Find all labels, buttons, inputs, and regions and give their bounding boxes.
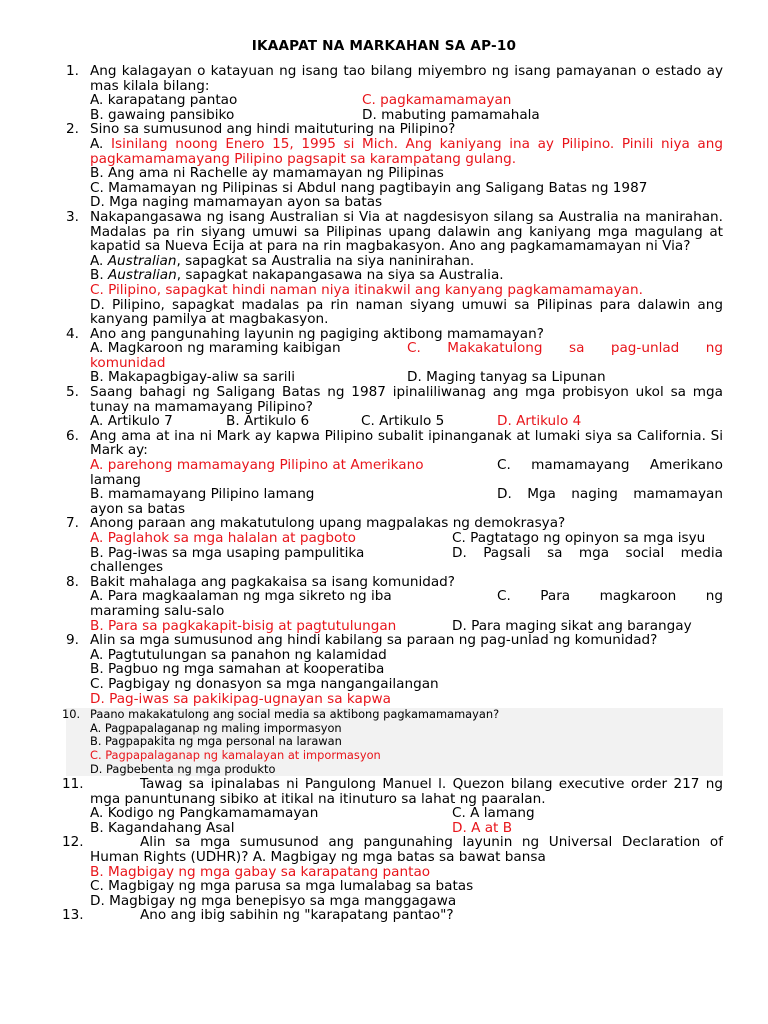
question-number: 4. [66,325,79,342]
option-a-answer: A. Paglahok sa mga halalan at pagboto [90,530,356,546]
option-a-answer: A. parehong mamamayang Pilipino at Amerikano [90,457,424,474]
option-b: B. Australian, sapagkat nakapangasawa na siya sa Australia. [90,267,504,284]
question-number: 12. [62,834,84,851]
question-stem: Sino sa sumusunod ang hindi maituturing na Pilipino? [90,121,456,138]
option-a: A. Pagtutulungan sa panahon ng kalamidad [90,646,387,663]
option-a: A. Magkaroon ng maraming kaibigan [90,340,341,357]
question-number: 11. [62,776,84,793]
question-number: 9. [66,632,79,649]
option-d: D. Mga naging mamamayan ayon sa batas [90,194,383,211]
question-8 [66,575,723,633]
question-stem: Ang kalagayan o katayuan ng isang tao bilang miyembro ng isang pamayanan o estado ay mas kilala bilang: [90,63,723,94]
option-d: D. Magbigay ng mga benepisyo sa mga manggagawa [90,892,457,909]
option-c-cont: maraming salu-salo [90,602,225,619]
question-number: 1. [66,63,79,79]
question-stem: Anong paraan ang makatutulong upang magpalakas ng demokrasya? [90,515,566,532]
page-title: IKAAPAT NA MARKAHAN SA AP-10 [251,38,517,54]
question-3 [66,210,723,327]
question-stem: Ano ang ibig sabihin ng "karapatang pantao"? [140,907,454,924]
option-b: B. mamamayang Pilipino lamang [90,486,315,503]
option-d: D. mabuting pamamahala [362,106,540,123]
option-c: C. Pagbigay ng donasyon sa mga nangangailangan [90,675,439,692]
option-d-cont: ayon sa batas [90,500,186,517]
option-b: B. Pag-iwas sa mga usaping pampulitika [90,544,365,561]
option-d-answer: D. A at B [452,819,513,836]
question-list [62,63,724,924]
question-11 [62,776,723,836]
option-b: B. Makapagbigay-aliw sa sarili [90,369,296,386]
question-stem: Paano makakatulong ang social media sa aktibong pagkamamamayan? [90,707,500,722]
option-b: B. Kagandahang Asal [90,819,235,836]
question-10 [62,707,723,776]
option-b-answer: B. Para sa pagkakapit-bisig at pagtutulungan [90,617,397,634]
question-12 [62,834,723,909]
question-number: 8. [66,573,79,590]
option-c-answer: C. Pilipino, sapagkat hindi naman niya itinakwil ang kanyang pagkamamamayan. [90,281,643,298]
question-4 [66,327,723,385]
question-13 [62,907,723,924]
question-stem: Ang ama at ina ni Mark ay kapwa Pilipino subalit ipinanganak at lumaki siya sa California. Si Mark ay: [90,427,723,459]
option-d: D. Pilipino, sapagkat madalas pa rin naman siyang umuwi sa Pilipinas para dalawin ang kanyang pamilya at magbakasyon. [90,296,723,328]
question-9 [66,633,723,706]
question-7 [66,516,723,574]
question-2 [66,122,723,210]
option-b: B. Pagpapakita ng mga personal na larawan [90,734,342,749]
question-stem: Bakit mahalaga ang pagkakaisa sa isang komunidad? [90,573,456,590]
option-c-answer: C. Makakatulong sa pag-unlad ng [407,340,723,357]
question-stem: Saang bahagi ng Saligang Batas ng 1987 ipinaliliwanag ang mga probisyon ukol sa mga tunay na mamamayang Pilipino? [90,384,723,415]
question-stem: Nakapangasawa ng isang Australian si Via at nagdesisyon silang sa Australia na manirahan. Madalas pa rin siyang umuwi sa Pilipinas upang dalawin ang kaniyang mga magulang at kapatid sa Nueva Ecija at para na rin magbakasyon. Ano ang pagkamamamayan ni Via? [90,208,723,255]
question-number: 7. [66,515,79,532]
option-d-answer: D. Pag-iwas sa pakikipag-ugnayan sa kapwa [90,690,391,707]
option-a: A. Australian, sapagkat sa Australia na siya naninirahan. [90,252,475,269]
question-stem: Alin sa mga sumusunod ang pangunahing layunin ng Universal Declaration of Human Rights (UDHR)? A. Magbigay ng mga batas sa bawat bansa [90,834,723,866]
option-b: B. Ang ama ni Rachelle ay mamamayan ng Pilipinas [90,165,444,182]
option-c-cont: lamang [90,471,141,488]
option-d-answer: D. Artikulo 4 [497,413,582,430]
option-c-answer-cont: komunidad [90,354,166,371]
option-a: A. Pagpapalaganap ng maling impormasyon [90,720,342,735]
option-a: A. karapatang pantao [90,92,238,109]
option-a: A. Para magkaalaman ng mga sikreto ng iba [90,588,392,605]
option-d: D. Pagbebenta ng mga produkto [90,761,276,776]
option-a-prefix: A. [90,135,111,152]
question-number: 2. [66,121,79,138]
option-b: B. Pagbuo ng mga samahan at kooperatiba [90,661,385,678]
option-c: C. Pagtatago ng opinyon sa mga isyu [452,530,706,546]
option-b: B. Artikulo 6 [226,413,310,430]
option-c: C. A lamang [452,805,535,822]
question-number: 3. [66,208,79,225]
question-1 [66,64,723,122]
option-b-answer: B. Magbigay ng mga gabay sa karapatang pantao [90,863,431,880]
question-6 [66,429,723,517]
question-5 [66,385,723,429]
question-stem: Tawag sa ipinalabas ni Pangulong Manuel l. Quezon bilang executive order 217 ng mga panuntunang sibiko at itikal na itinuturo sa lahat ng paaralan. [90,776,723,807]
option-a: A. Artikulo 7 [90,413,173,430]
option-c: C. Artikulo 5 [361,413,445,430]
option-a: A. Kodigo ng Pangkamamamayan [90,805,319,822]
option-d: D. Maging tanyag sa Lipunan [407,369,606,386]
question-number: 6. [66,427,79,444]
option-c: C. Magbigay ng mga parusa sa mga lumalabag sa batas [90,878,474,895]
option-b: B. gawaing pansibiko [90,106,235,123]
question-number: 13. [62,907,84,924]
option-c: C. Para magkaroon ng [497,588,723,605]
option-a-answer: Isinilang noong Enero 15, 1995 si Mich. Ang kaniyang ina ay Pilipino. Pinili niya ang pagkamamamayang Pilipino pagsapit sa karampatang gulang. [90,135,724,167]
question-number: 5. [66,384,79,401]
option-c: C. Mamamayan ng Pilipinas si Abdul nang pagtibayin ang Saligang Batas ng 1987 [90,179,648,196]
option-d: D. Pagsali sa mga social media [452,544,723,561]
option-d: D. Para maging sikat ang barangay [452,617,692,634]
question-stem: Alin sa mga sumusunod ang hindi kabilang sa paraan ng pag-unlad ng komunidad? [90,632,658,649]
option-c-answer: C. pagkamamamayan [362,92,512,109]
option-d: D. Mga naging mamamayan [497,486,723,503]
question-number: 10. [62,707,81,722]
option-d-cont: challenges [90,559,164,576]
option-c-answer: C. Pagpapalaganap ng kamalayan at impormasyon [90,747,381,762]
option-c: C. mamamayang Amerikano [497,457,723,474]
question-stem: Ano ang pangunahing layunin ng pagiging aktibong mamamayan? [90,325,544,342]
